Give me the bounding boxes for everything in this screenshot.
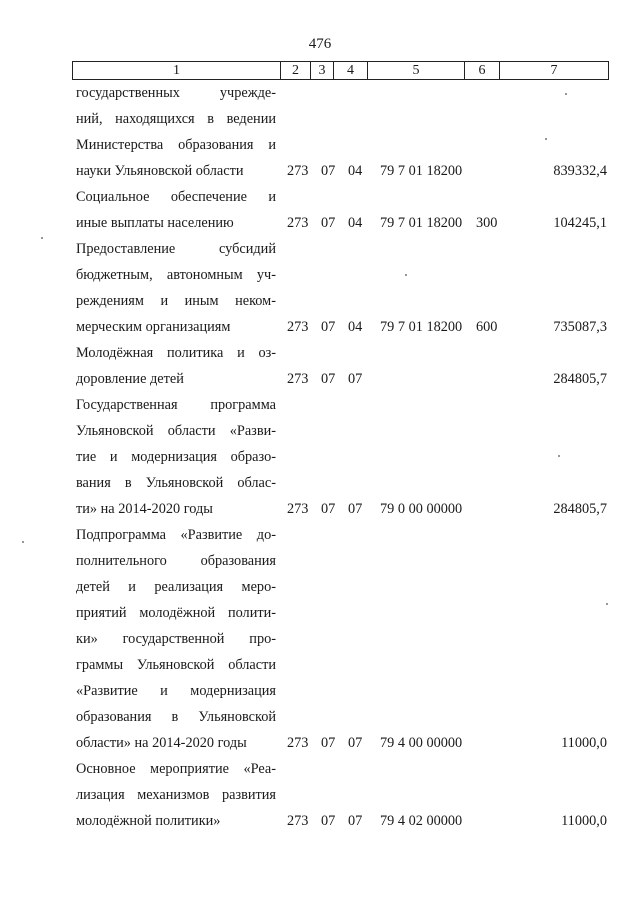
row-name — [76, 392, 276, 522]
cell-c2: 273 — [287, 371, 309, 387]
cell-c4: 04 — [348, 319, 363, 335]
row-name-line: приятий молодёжной полити- — [76, 605, 276, 621]
cell-c7: 839332,4 — [553, 163, 607, 179]
row-name-line: Министерства образования и — [76, 137, 276, 153]
row-name — [76, 236, 276, 340]
header-col-2: 2 — [281, 62, 311, 79]
row-name-line: Молодёжная политика и оз- — [76, 345, 276, 361]
row-name-line: бюджетным, автономным уч- — [76, 267, 276, 283]
row-name-line: мерческим организациям — [76, 319, 231, 335]
header-col-4: 4 — [334, 62, 368, 79]
cell-c3: 07 — [321, 371, 336, 387]
table-header — [72, 61, 609, 80]
cell-c7: 284805,7 — [553, 501, 607, 517]
cell-c5: 79 4 02 00000 — [380, 813, 463, 829]
cell-c6: 300 — [476, 215, 498, 231]
cell-c2: 273 — [287, 319, 309, 335]
cell-c4: 04 — [348, 215, 363, 231]
row-name-line: вания в Ульяновской облас- — [76, 475, 276, 491]
cell-c4: 07 — [348, 501, 363, 517]
cell-c4: 04 — [348, 163, 363, 179]
cell-c2: 273 — [287, 215, 309, 231]
row-name — [76, 522, 276, 756]
row-name-line: реждениям и иным неком- — [76, 293, 276, 309]
row-name — [76, 756, 276, 834]
row-name-line: Предоставление субсидий — [76, 241, 276, 257]
cell-c5: 79 4 00 00000 — [380, 735, 463, 751]
cell-c5: 79 7 01 18200 — [380, 163, 463, 179]
cell-c4: 07 — [348, 813, 363, 829]
cell-c2: 273 — [287, 501, 309, 517]
row-name-line: тие и модернизация образо- — [76, 449, 276, 465]
cell-c7: 104245,1 — [553, 215, 607, 231]
cell-c2: 273 — [287, 163, 309, 179]
cell-c5: 79 0 00 00000 — [380, 501, 463, 517]
cell-c3: 07 — [321, 813, 336, 829]
cell-c5: 79 7 01 18200 — [380, 319, 463, 335]
cell-c4: 07 — [348, 735, 363, 751]
header-col-1: 1 — [73, 62, 281, 79]
header-col-7: 7 — [550, 63, 558, 78]
row-name-line: науки Ульяновской области — [76, 163, 244, 179]
header-col-3: 3 — [311, 62, 334, 79]
row-name-line: ки» государственной про- — [76, 631, 276, 647]
cell-c2: 273 — [287, 813, 309, 829]
row-name — [76, 184, 276, 236]
cell-c3: 07 — [321, 735, 336, 751]
cell-c3: 07 — [321, 215, 336, 231]
row-name-line: Подпрограмма «Развитие до- — [76, 527, 276, 543]
header-col-6: 6 — [465, 62, 500, 79]
row-name-line: Ульяновской области «Разви- — [76, 423, 276, 439]
row-name-line: детей и реализация меро- — [76, 579, 276, 595]
cell-c7: 11000,0 — [561, 813, 607, 829]
cell-c2: 273 — [287, 735, 309, 751]
row-name-line: Основное мероприятие «Реа- — [76, 761, 276, 777]
row-name-line: ний, находящихся в ведении — [76, 111, 276, 127]
row-name-line: государственных учрежде- — [76, 85, 276, 101]
cell-c6: 600 — [476, 319, 498, 335]
cell-c4: 07 — [348, 371, 363, 387]
cell-c7: 284805,7 — [553, 371, 607, 387]
row-name-line: лизация механизмов развития — [76, 787, 276, 803]
row-name-line: иные выплаты населению — [76, 215, 234, 231]
cell-c3: 07 — [321, 319, 336, 335]
cell-c3: 07 — [321, 163, 336, 179]
page-number: 476 — [308, 36, 332, 52]
row-name-line: Государственная программа — [76, 397, 276, 413]
cell-c3: 07 — [321, 501, 336, 517]
row-name-line: молодёжной политики» — [76, 813, 221, 829]
cell-c7: 11000,0 — [561, 735, 607, 751]
row-name — [76, 80, 276, 184]
row-name-line: доровление детей — [76, 371, 184, 387]
row-name-line: Социальное обеспечение и — [76, 189, 276, 205]
cell-c5: 79 7 01 18200 — [380, 215, 463, 231]
row-name-line: «Развитие и модернизация — [76, 683, 276, 699]
row-name — [76, 340, 276, 392]
row-name-line: полнительного образования — [76, 553, 276, 569]
cell-c7: 735087,3 — [553, 319, 607, 335]
row-name-line: образования в Ульяновской — [76, 709, 276, 725]
row-name-line: граммы Ульяновской области — [76, 657, 276, 673]
row-name-line: области» на 2014-2020 годы — [76, 735, 247, 751]
row-name-line: ти» на 2014-2020 годы — [76, 501, 213, 517]
header-col-5: 5 — [368, 62, 465, 79]
